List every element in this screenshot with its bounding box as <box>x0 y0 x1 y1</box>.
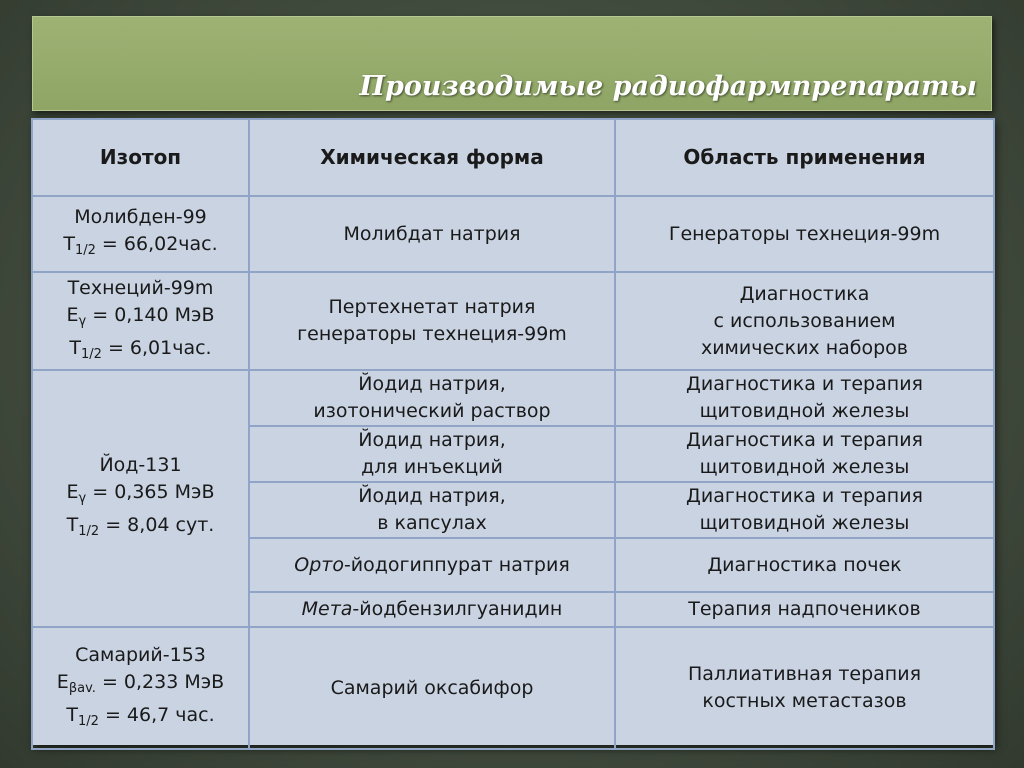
application-line: химических наборов <box>700 336 909 359</box>
application-line: Диагностика и терапия <box>686 373 923 395</box>
application-line: костных метастазов <box>702 690 907 712</box>
application-cell <box>615 426 994 482</box>
application-cell: Генераторы технеция-99m <box>615 196 994 272</box>
chemical-form-prefix: Мета <box>301 598 353 620</box>
chemical-form-cell <box>249 426 615 482</box>
chemical-form-cell: Самарий оксабифор <box>249 627 615 749</box>
chemical-form-rest: -йодогиппурат натрия <box>343 553 570 576</box>
table-row <box>32 196 994 272</box>
half-life: $T_{1/2} = 6,01час$. <box>69 336 212 362</box>
chemical-form-prefix: Орто <box>294 553 344 576</box>
application-line: Диагностика <box>739 282 870 305</box>
isotope-cell <box>32 196 249 272</box>
chemical-form-cell <box>249 482 615 538</box>
isotope-name: Технеций-99m <box>67 276 214 299</box>
half-life: $T_{1/2} = 8,04$ сут. <box>66 514 215 539</box>
application-line: щитовидной железы <box>699 456 910 478</box>
gamma-energy: $E_\gamma = 0,365$ МэВ <box>66 481 215 506</box>
table-header-row <box>32 119 994 196</box>
isotope-cell <box>32 370 249 627</box>
chemical-form-line: изотонический раствор <box>313 400 551 422</box>
application-cell <box>615 272 994 370</box>
application-cell <box>615 627 994 749</box>
isotope-name: Самарий-153 <box>75 643 206 666</box>
chemical-form-line: Пертехнетат натрия <box>328 296 536 318</box>
isotope-name: Йод-131 <box>99 454 182 476</box>
beta-energy: $E_{\beta av.} = 0,233$ МэВ <box>56 670 225 696</box>
chemical-form-cell <box>249 272 615 370</box>
application-cell <box>615 370 994 426</box>
table-row <box>32 370 994 426</box>
application-cell: Диагностика почек <box>615 538 994 592</box>
chemical-form-line: для инъекций <box>361 456 503 478</box>
application-line: с использованием <box>713 309 896 332</box>
title-bar <box>32 16 992 111</box>
application-cell <box>615 482 994 538</box>
gamma-energy: $E_\gamma = 0,140$ МэВ <box>66 303 215 329</box>
chemical-form-cell <box>249 592 615 627</box>
isotope-name: Молибден-99 <box>74 206 207 228</box>
half-life: $T_{1/2} = 46,7$ час. <box>66 703 215 729</box>
application-line: Диагностика и терапия <box>686 485 923 507</box>
application-line: Паллиативная терапия <box>687 663 922 685</box>
header-application: Область применения <box>615 119 994 196</box>
isotope-table-container <box>31 118 993 745</box>
chemical-form-line: Йодид натрия, <box>358 429 506 451</box>
table-row <box>32 627 994 749</box>
chemical-form-line: Йодид натрия, <box>358 373 506 395</box>
isotope-table <box>31 118 995 750</box>
chemical-form-rest: -йодбензилгуанидин <box>352 598 563 620</box>
chemical-form-line: в капсулах <box>377 512 487 534</box>
chemical-form-line: генераторы технеция-99m <box>297 323 567 345</box>
chemical-form-cell: Молибдат натрия <box>249 196 615 272</box>
chemical-form-cell <box>249 370 615 426</box>
isotope-cell <box>32 272 249 370</box>
header-chemical-form: Химическая форма <box>249 119 615 196</box>
application-cell: Терапия надпочеников <box>615 592 994 627</box>
application-line: щитовидной железы <box>699 400 910 422</box>
application-line: Диагностика и терапия <box>686 429 923 451</box>
header-isotope: Изотоп <box>32 119 249 196</box>
table-row <box>32 272 994 370</box>
chemical-form-cell <box>249 538 615 592</box>
application-line: щитовидной железы <box>699 512 910 534</box>
slide-title: Производимые радиофармпрепараты <box>359 71 977 102</box>
chemical-form-line: Йодид натрия, <box>358 485 506 507</box>
half-life: $T_{1/2} = 66,02час$. <box>63 233 218 258</box>
isotope-cell <box>32 627 249 749</box>
